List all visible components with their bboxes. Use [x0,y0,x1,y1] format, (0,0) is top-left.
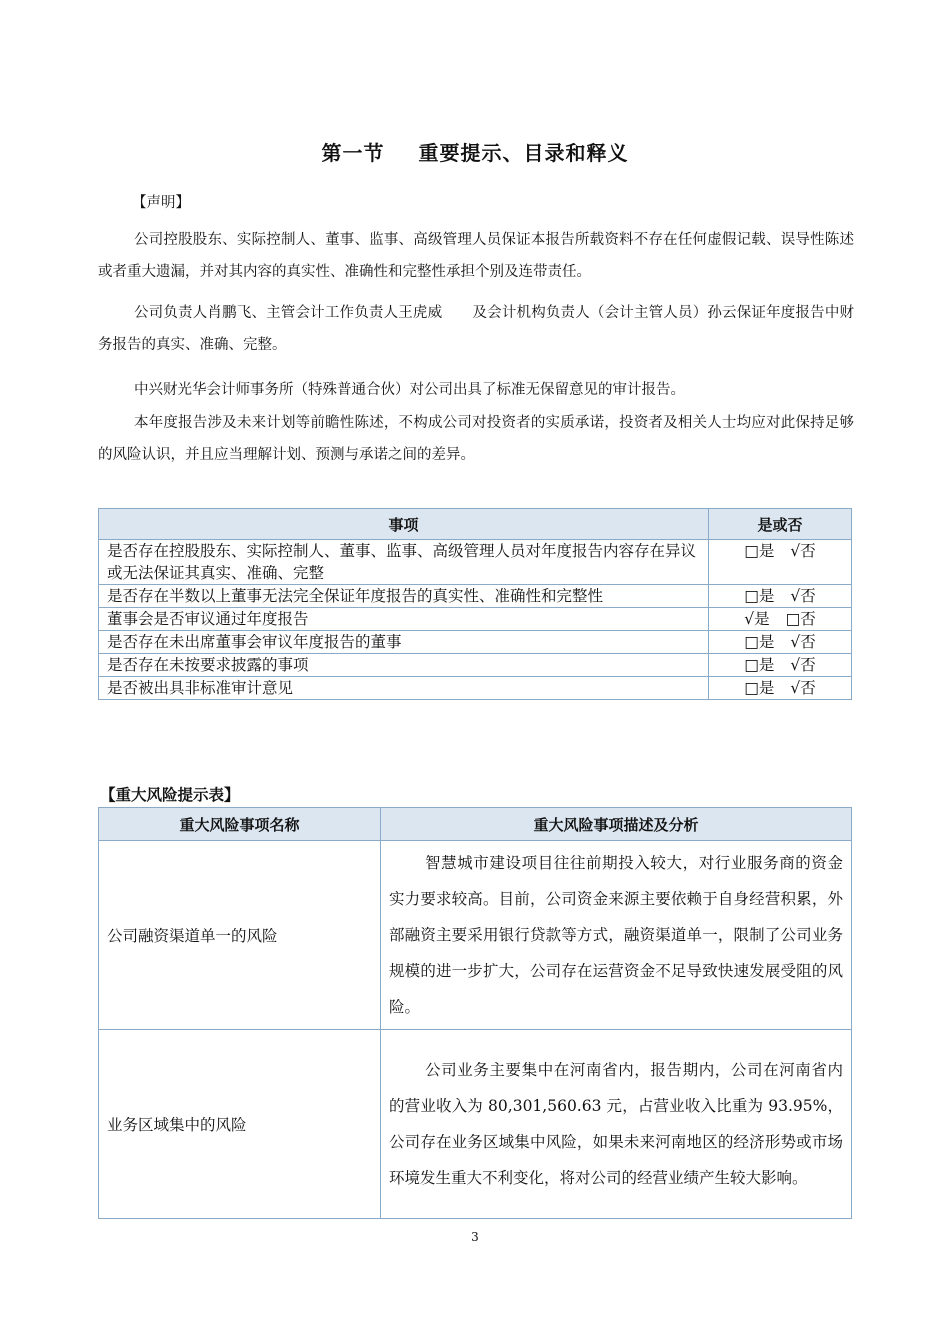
yes-option: □是 [744,633,775,651]
header-item: 事项 [99,509,709,540]
yes-option: □是 [744,542,775,560]
declaration-label: 【声明】 [132,195,190,211]
header-risk-desc: 重大风险事项描述及分析 [381,808,852,841]
risk-name: 公司融资渠道单一的风险 [99,841,381,1030]
table-row [99,654,852,677]
declaration-paragraph-3: 中兴财光华会计师事务所（特殊普通合伙）对公司出具了标准无保留意见的审计报告。 [134,382,685,398]
yes-option: □是 [744,656,775,674]
yes-option: □是 [744,587,775,605]
risk-table-header [99,808,852,841]
item-text: 是否被出具非标准审计意见 [99,677,709,700]
yes-no-cell [709,654,852,677]
table-row [99,631,852,654]
item-text: 董事会是否审议通过年度报告 [99,608,709,631]
table-row [99,1030,852,1219]
section-number: 第一节 [321,141,385,165]
table-row [99,841,852,1030]
item-text: 是否存在未按要求披露的事项 [99,654,709,677]
table-row [99,540,852,585]
risk-table [98,807,852,1219]
risk-table-label: 【重大风险提示表】 [100,786,240,804]
risk-description: 公司业务主要集中在河南省内，报告期内，公司在河南省内的营业收入为 80,301,560.63 元，占营业收入比重为 93.95%，公司存在业务区域集中风险，如果未来河南地区的经济形势或市场环境发生重大不利变化，将对公司的经营业绩产生较大影响。 [381,1030,852,1219]
yes-no-cell [709,585,852,608]
section-title [0,137,950,166]
header-yes-no: 是或否 [709,509,852,540]
declaration-paragraph-4: 本年度报告涉及未来计划等前瞻性陈述，不构成公司对投资者的实质承诺，投资者及相关人士均应对此保持足够的风险认识，并且应当理解计划、预测与承诺之间的差异。 [98,415,854,463]
risk-description: 智慧城市建设项目往往前期投入较大，对行业服务商的资金实力要求较高。目前，公司资金来源主要依赖于自身经营积累，外部融资主要采用银行贷款等方式，融资渠道单一，限制了公司业务规模的进一步扩大，公司存在运营资金不足导致快速发展受阻的风险。 [381,841,852,1030]
yes-no-cell [709,540,852,585]
item-text: 是否存在半数以上董事无法完全保证年度报告的真实性、准确性和完整性 [99,585,709,608]
items-table-header [99,509,852,540]
item-text: 是否存在未出席董事会审议年度报告的董事 [99,631,709,654]
items-table [98,508,852,700]
no-option: √否 [790,587,816,605]
item-text: 是否存在控股股东、实际控制人、董事、监事、高级管理人员对年度报告内容存在异议或无法保证其真实、准确、完整 [99,540,709,585]
no-option: √否 [790,633,816,651]
no-option: √否 [790,656,816,674]
table-row [99,608,852,631]
table-row [99,677,852,700]
accounting-head-text: 及会计机构负责人（会计主管人员）孙云保证年度报告中财务报告的真实、准确、完整。 [98,305,854,353]
page-number: 3 [471,1230,479,1244]
yes-no-cell [709,608,852,631]
no-option: √否 [790,679,816,697]
declaration-paragraph-2 [98,297,854,361]
yes-no-cell [709,631,852,654]
yes-option: □是 [744,679,775,697]
risk-name: 业务区域集中的风险 [99,1030,381,1219]
yes-option: √是 [744,610,770,628]
no-option: □否 [785,610,816,628]
declaration-paragraph-1: 公司控股股东、实际控制人、董事、监事、高级管理人员保证本报告所载资料不存在任何虚假记载、误导性陈述或者重大遗漏，并对其内容的真实性、准确性和完整性承担个别及连带责任。 [98,232,854,280]
yes-no-cell [709,677,852,700]
responsible-persons-text: 公司负责人肖鹏飞、主管会计工作负责人王虎威 [134,305,443,321]
no-option: √否 [790,542,816,560]
table-row [99,585,852,608]
section-heading: 重要提示、目录和释义 [418,141,629,165]
header-risk-name: 重大风险事项名称 [99,808,381,841]
